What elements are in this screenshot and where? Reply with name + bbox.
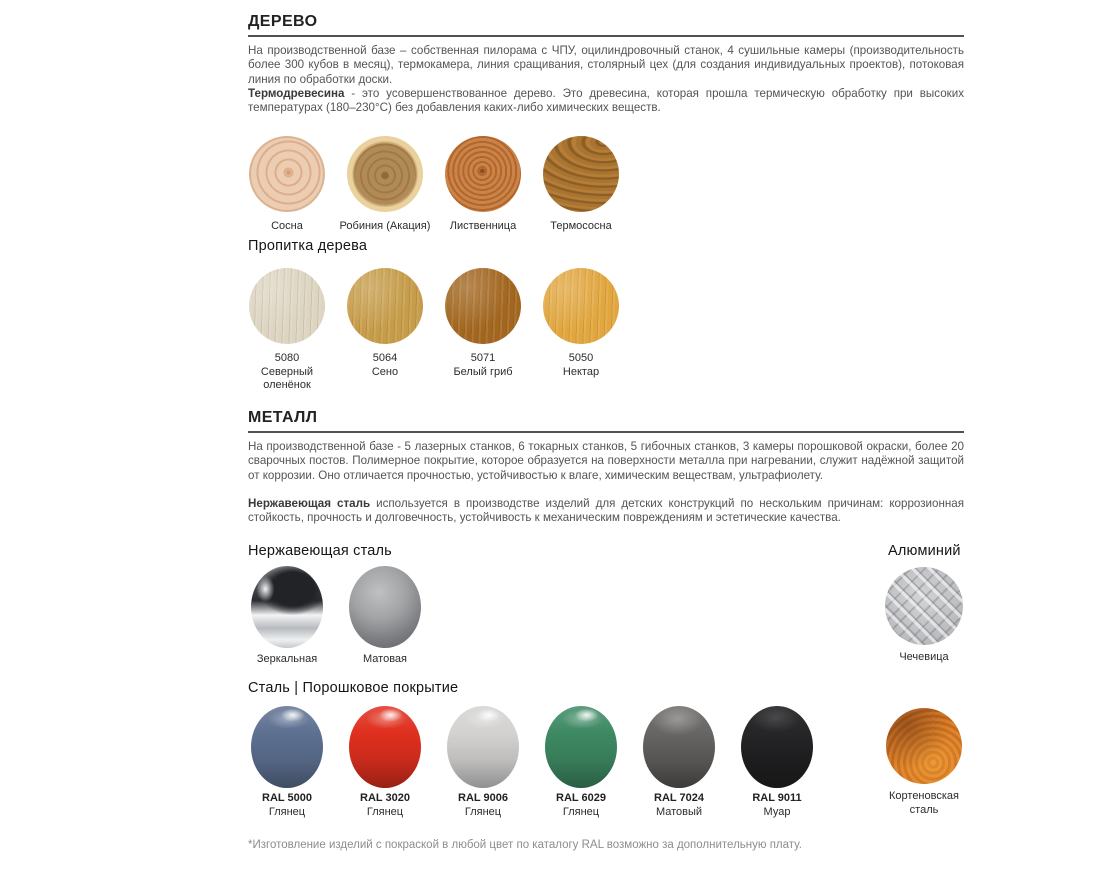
metal-section-title: МЕТАЛЛ bbox=[248, 409, 318, 426]
ral-label bbox=[532, 792, 630, 819]
ral-finish: Глянец bbox=[562, 805, 600, 818]
ral-footnote: *Изготовление изделий с покраской в любой цвет по каталогу RAL возможно за дополнительную плату. bbox=[248, 839, 802, 851]
corten-steel-label: Кортеновская сталь bbox=[889, 790, 959, 816]
thermopine-grain-image bbox=[543, 136, 619, 212]
wood-sample-thermopine bbox=[532, 136, 630, 234]
corten-steel-sample bbox=[875, 708, 973, 817]
impregnation-color-circle bbox=[445, 268, 521, 344]
wood-sample-label: Сосна bbox=[271, 220, 303, 232]
aluminum-sample-label: Чечевица bbox=[899, 651, 949, 663]
ral-code: RAL 5000 bbox=[262, 792, 312, 804]
ral-label bbox=[238, 792, 336, 819]
diamond-plate-image bbox=[885, 567, 963, 645]
ral-label bbox=[630, 792, 728, 819]
stainless-term: Нержавеющая сталь bbox=[248, 497, 371, 510]
ral-code: RAL 9011 bbox=[752, 792, 802, 804]
wood-section-title: ДЕРЕВО bbox=[248, 13, 318, 30]
impregnation-swatch bbox=[532, 268, 630, 393]
stainless-text: используется в производстве изделий для детских конструкций по нескольким причинам: коррозионная стойкость, прочность и долговечность, устойчивость к механическим повреждениям и эстетические качества. bbox=[248, 497, 964, 525]
stainless-sample-label: Зеркальная bbox=[256, 653, 318, 665]
wood-species-row bbox=[238, 136, 964, 234]
wood-sample-label: Лиственница bbox=[449, 220, 517, 232]
ral-sphere-image bbox=[251, 706, 323, 788]
ral-swatch bbox=[434, 706, 532, 819]
ral-finish: Муар bbox=[763, 805, 791, 818]
impregnation-name: Сено bbox=[371, 365, 399, 378]
stainless-steel-title: Нержавеющая сталь bbox=[248, 543, 392, 559]
metal-intro-paragraph: На производственной базе - 5 лазерных станков, 6 токарных станков, 5 гибочных станков, 3 камеры порошковой окраски, более 20 сварочных постов. Полимерное покрытие, которое образуется на поверхности металла при нагревании, служит надёжной защитой от коррозии. Оно отличается прочностью, устойчивостью к влаге, химическим веществам, ультрафиолету. bbox=[248, 440, 964, 482]
ral-sphere-image bbox=[643, 706, 715, 788]
ral-sphere-image bbox=[741, 706, 813, 788]
thermowood-term: Термодревесина bbox=[248, 87, 345, 100]
impregnation-label bbox=[434, 352, 532, 379]
ral-sphere-image bbox=[545, 706, 617, 788]
stainless-row bbox=[238, 566, 964, 667]
wood-sample-larch bbox=[434, 136, 532, 234]
impregnation-name: Белый гриб bbox=[453, 365, 513, 378]
ral-sphere-image bbox=[447, 706, 519, 788]
robinia-cross-section-image bbox=[347, 136, 423, 212]
ral-label bbox=[336, 792, 434, 819]
wood-sample-label: Термососна bbox=[550, 220, 612, 232]
wood-sample-pine bbox=[238, 136, 336, 234]
aluminum-title: Алюминий bbox=[888, 543, 961, 559]
impregnation-code: 5080 bbox=[274, 352, 300, 364]
impregnation-name: Северный оленёнок bbox=[260, 365, 314, 391]
stainless-sample-mirror bbox=[238, 566, 336, 667]
impregnation-color-circle bbox=[249, 268, 325, 344]
wood-section-divider bbox=[248, 35, 964, 37]
ral-swatch bbox=[532, 706, 630, 819]
impregnation-swatch bbox=[238, 268, 336, 393]
impregnation-swatch bbox=[434, 268, 532, 393]
thermowood-paragraph bbox=[248, 87, 964, 116]
impregnation-swatch bbox=[336, 268, 434, 393]
ral-code: RAL 9006 bbox=[458, 792, 508, 804]
impregnation-code: 5050 bbox=[568, 352, 594, 364]
impregnation-row bbox=[238, 268, 964, 393]
impregnation-title: Пропитка дерева bbox=[248, 238, 368, 254]
ral-sphere-image bbox=[349, 706, 421, 788]
impregnation-label bbox=[336, 352, 434, 379]
ral-swatch bbox=[728, 706, 826, 819]
larch-cross-section-image bbox=[445, 136, 521, 212]
impregnation-code: 5071 bbox=[470, 352, 496, 364]
impregnation-color-circle bbox=[347, 268, 423, 344]
ral-finish: Глянец bbox=[366, 805, 404, 818]
wood-sample-label: Робиния (Акация) bbox=[339, 220, 431, 232]
ral-label bbox=[728, 792, 826, 819]
matte-steel-sphere-image bbox=[349, 566, 421, 648]
impregnation-label bbox=[238, 352, 336, 393]
wood-intro-paragraph: На производственной базе – собственная пилорама с ЧПУ, оцилиндровочный станок, 4 сушильные камеры (производительность более 300 кубов в месяц), термокамера, линия сращивания, столярный цех (для создания индивидуальных проектов), потоковая линия по обработки доски. bbox=[248, 44, 964, 86]
stainless-paragraph bbox=[248, 497, 964, 526]
wood-sample-robinia bbox=[336, 136, 434, 234]
pine-cross-section-image bbox=[249, 136, 325, 212]
impregnation-name: Нектар bbox=[562, 365, 600, 378]
stainless-sample-label: Матовая bbox=[363, 653, 407, 665]
thermowood-text: - это усовершенствованное дерево. Это древесина, которая прошла термическую обработку при высоких температурах (180–230°С) без добавления каких-либо химических веществ. bbox=[248, 87, 964, 115]
ral-code: RAL 7024 bbox=[654, 792, 704, 804]
ral-code: RAL 3020 bbox=[360, 792, 410, 804]
ral-swatch bbox=[238, 706, 336, 819]
impregnation-label bbox=[532, 352, 630, 379]
ral-finish: Глянец bbox=[464, 805, 502, 818]
aluminum-sample bbox=[874, 567, 974, 665]
ral-label bbox=[434, 792, 532, 819]
stainless-sample-matte bbox=[336, 566, 434, 667]
impregnation-code: 5064 bbox=[372, 352, 398, 364]
ral-row bbox=[238, 706, 964, 819]
ral-finish: Матовый bbox=[655, 805, 703, 818]
metal-section-divider bbox=[248, 431, 964, 433]
mirror-steel-sphere-image bbox=[251, 566, 323, 648]
ral-swatch bbox=[630, 706, 728, 819]
ral-finish: Глянец bbox=[268, 805, 306, 818]
ral-code: RAL 6029 bbox=[556, 792, 606, 804]
ral-swatch bbox=[336, 706, 434, 819]
powder-coating-title: Сталь | Порошковое покрытие bbox=[248, 680, 459, 696]
corten-steel-image bbox=[886, 708, 962, 784]
impregnation-color-circle bbox=[543, 268, 619, 344]
